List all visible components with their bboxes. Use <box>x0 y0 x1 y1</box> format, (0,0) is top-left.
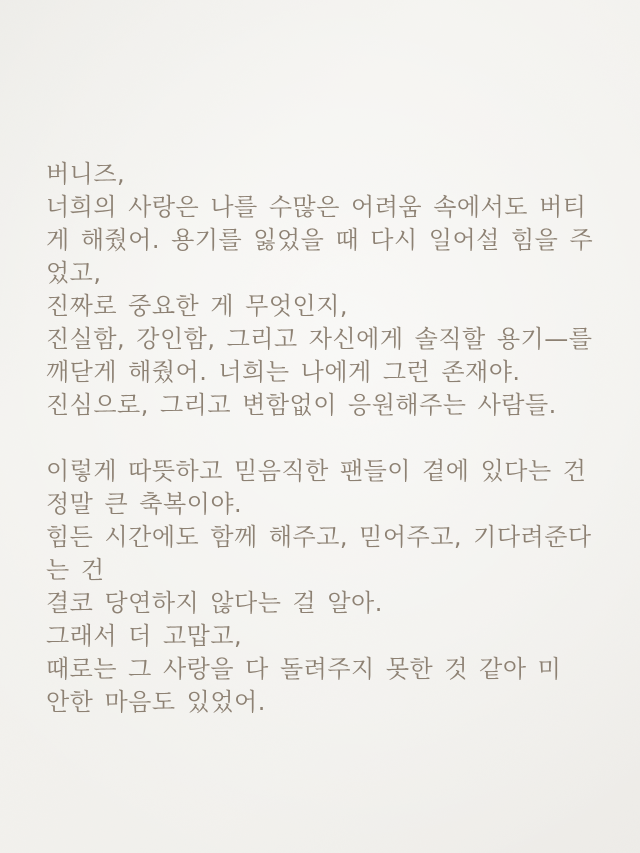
letter-line: 정말 큰 축복이야. <box>46 490 243 518</box>
letter-line: 그래서 더 고맙고, <box>46 622 243 650</box>
letter-line: 때로는 그 사랑을 다 돌려주지 못한 것 같아 미 <box>46 655 562 683</box>
letter-line: 진심으로, 그리고 변함없이 응원해주는 사람들. <box>46 391 557 419</box>
letter-body <box>46 158 610 719</box>
letter-line: 결코 당연하지 않다는 걸 알아. <box>46 589 383 617</box>
letter-blank-line <box>46 422 610 455</box>
letter-line: 진실함, 강인함, 그리고 자신에게 솔직할 용기—를 <box>46 325 593 353</box>
letter-line: 깨닫게 해줬어. 너희는 나에게 그런 존재야. <box>46 358 521 386</box>
letter-line: 너희의 사랑은 나를 수많은 어려움 속에서도 버티 <box>46 193 587 221</box>
letter-line: 안한 마음도 있었어. <box>46 688 266 716</box>
letter-line: 게 해줬어. 용기를 잃었을 때 다시 일어설 힘을 주 <box>46 226 594 254</box>
letter-line: 진짜로 중요한 게 무엇인지, <box>46 292 349 320</box>
letter-line: 힘든 시간에도 함께 해주고, 믿어주고, 기다려준다 <box>46 523 592 551</box>
letter-line-salutation: 버니즈, <box>46 160 126 188</box>
letter-line: 었고, <box>46 259 102 287</box>
letter-line: 이렇게 따뜻하고 믿음직한 팬들이 곁에 있다는 건 <box>46 457 587 485</box>
letter-line: 는 건 <box>46 556 105 584</box>
